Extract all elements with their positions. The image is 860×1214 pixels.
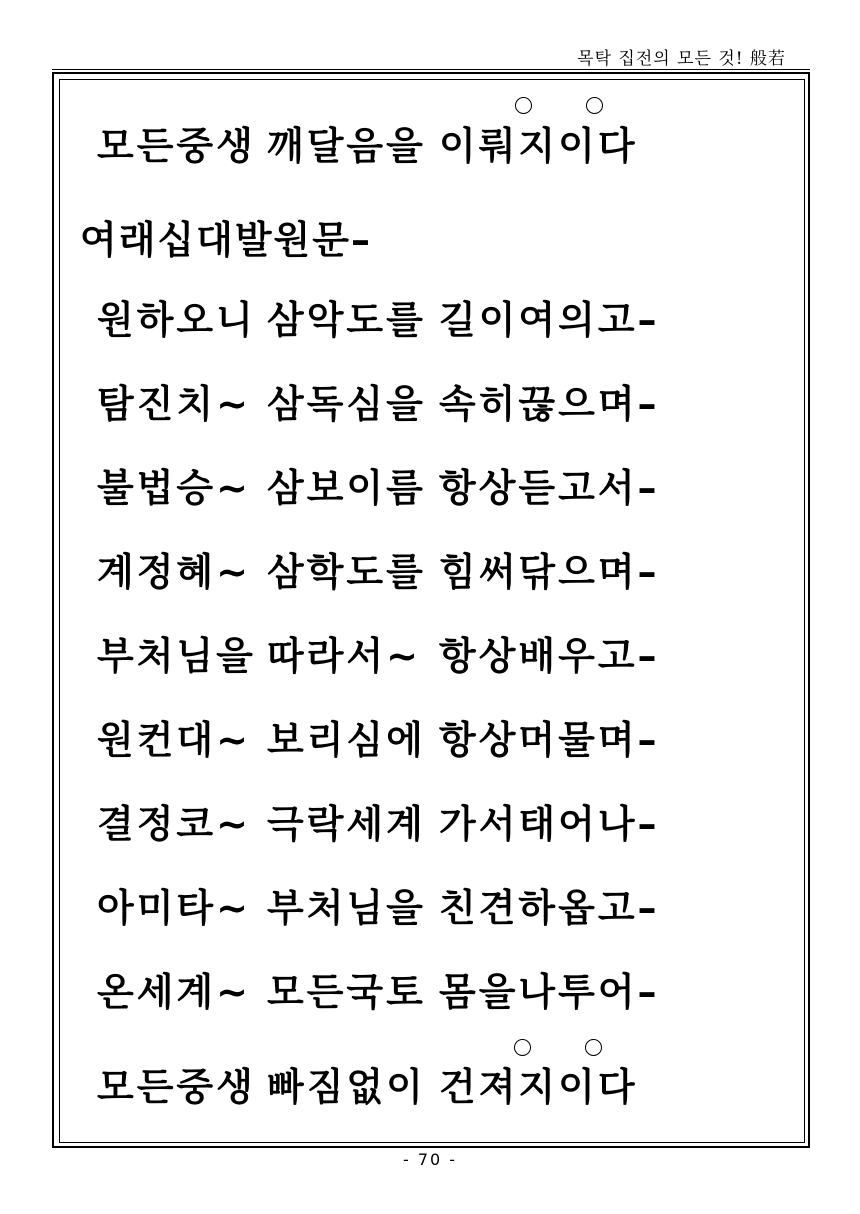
- verse-phrase: 길이여의고–: [439, 298, 660, 342]
- verse-phrase: 힘써닦으며–: [439, 550, 660, 594]
- verse-phrase: 원하오니: [97, 298, 256, 342]
- verse-phrase: 친견하옵고–: [439, 886, 660, 930]
- verse-phrase: 항상머물며–: [439, 718, 660, 762]
- verse-phrase: 모든중생: [97, 1065, 256, 1109]
- verse-phrase: 삼학도를: [267, 550, 426, 594]
- verse-phrase: 삼악도를: [267, 298, 426, 342]
- chant-accent-mark: [515, 97, 532, 114]
- section-title: 여래십대발원문–: [80, 218, 372, 262]
- verse-phrase: 속히끊으며–: [439, 382, 660, 426]
- verse-phrase: 불법승~: [97, 466, 251, 510]
- chant-accent-mark: [586, 97, 603, 114]
- verse-phrase: 이뤄지이다: [439, 124, 638, 168]
- chant-accent-mark: [514, 1039, 531, 1056]
- verse-phrase: 항상배우고–: [439, 634, 660, 678]
- page-number: - 70 -: [402, 1150, 458, 1169]
- verse-phrase: 결정코~: [97, 802, 251, 846]
- verse-phrase: 온세계~: [97, 970, 251, 1014]
- verse-phrase: 깨달음을: [267, 124, 426, 168]
- verse-phrase: 부처님을: [267, 886, 426, 930]
- verse-phrase: 모든국토: [267, 970, 426, 1014]
- verse-phrase: 보리심에: [267, 718, 426, 762]
- verse-phrase: 빠짐없이: [267, 1065, 426, 1109]
- chant-accent-mark: [585, 1039, 602, 1056]
- verse-phrase: 극락세계: [267, 802, 426, 846]
- running-header: 목탁 집전의 모든 것! 般若: [577, 49, 786, 69]
- verse-phrase: 계정혜~: [97, 550, 251, 594]
- verse-phrase: 탐진치~: [97, 382, 251, 426]
- verse-phrase: 부처님을: [97, 634, 256, 678]
- verse-phrase: 건져지이다: [439, 1065, 638, 1109]
- verse-phrase: 항상듣고서–: [439, 466, 660, 510]
- verse-phrase: 몸을나투어–: [439, 970, 660, 1014]
- verse-phrase: 원컨대~: [97, 718, 251, 762]
- verse-phrase: 삼보이름: [267, 466, 426, 510]
- verse-phrase: 삼독심을: [267, 382, 426, 426]
- verse-phrase: 따라서~: [267, 634, 421, 678]
- verse-phrase: 가서태어나–: [439, 802, 660, 846]
- verse-phrase: 모든중생: [97, 124, 256, 168]
- verse-phrase: 아미타~: [97, 886, 251, 930]
